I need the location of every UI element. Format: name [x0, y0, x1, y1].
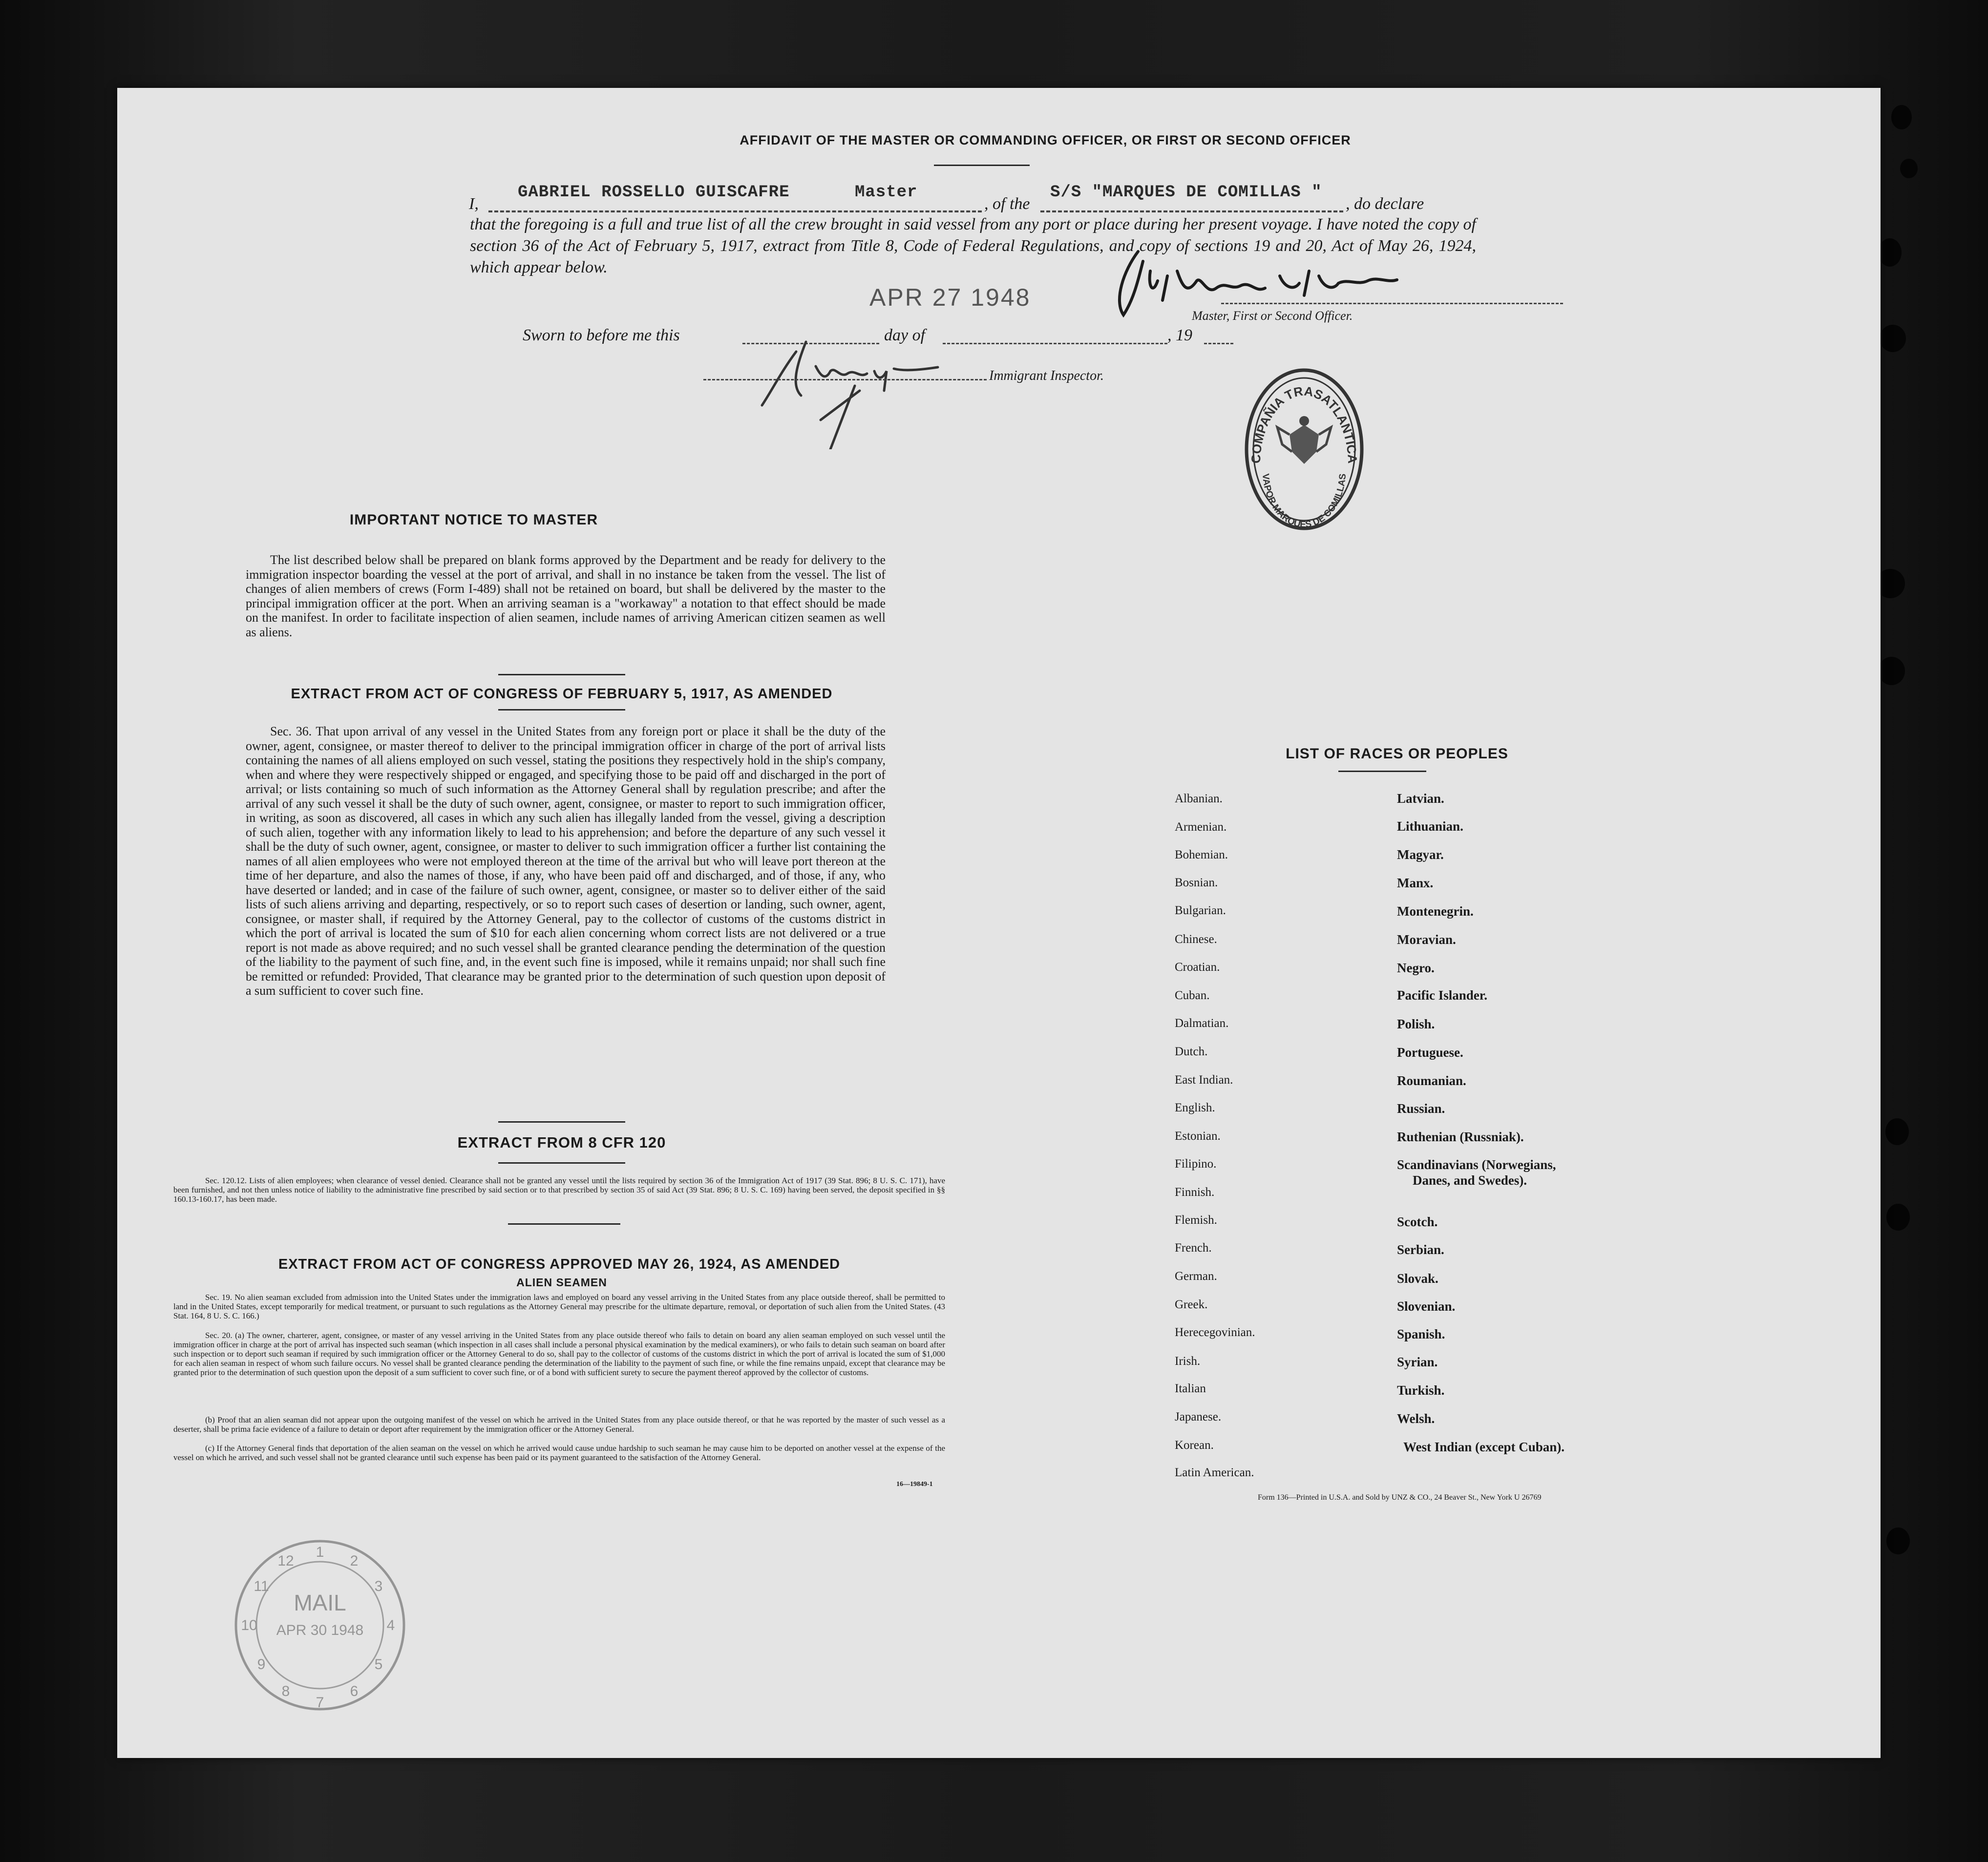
eagle-crest-icon: [1277, 416, 1331, 464]
race-item: Croatian.: [1175, 961, 1220, 974]
race-item: Bulgarian.: [1175, 904, 1226, 917]
title-divider: [934, 165, 1030, 166]
race-item: Manx.: [1397, 876, 1434, 890]
notice-text: The list described below shall be prepared on blank forms approved by the Department and be ready for delivery to the immigration inspector boarding the vessel at the port of arrival, and shall in no instance be taken from the vessel. The list of changes of alien members of crews (Form I-489) shall not be retained on board, but shall be delivered by the master to the principal immigration officer at the port. When an arriving seaman is a "workaway" a notation to that effect should be made on the manifest. In order to facilitate inspection of alien seamen, include names of arriving American citizen seamen as well as aliens.: [246, 553, 886, 639]
do-declare-text: , do declare: [1346, 195, 1424, 213]
race-item: Slovak.: [1397, 1271, 1438, 1286]
inspector-line: [703, 364, 1143, 389]
race-item: Welsh.: [1397, 1411, 1435, 1426]
race-item: Albanian.: [1175, 792, 1223, 805]
divider: [498, 709, 625, 711]
svg-text:1: 1: [316, 1544, 324, 1560]
race-item: Syrian.: [1397, 1355, 1438, 1369]
vessel-blank: [1040, 210, 1343, 212]
races-title: LIST OF RACES OR PEOPLES: [1286, 746, 1508, 762]
race-item: Greek.: [1175, 1298, 1208, 1311]
year-blank: [1204, 343, 1233, 344]
race-item: Turkish.: [1397, 1383, 1445, 1398]
race-item: East Indian.: [1175, 1073, 1233, 1087]
svg-text:9: 9: [257, 1656, 266, 1673]
extract-1917-title: EXTRACT FROM ACT OF CONGRESS OF FEBRUARY 5, 1917, AS AMENDED: [291, 686, 833, 702]
binder-hole: [1878, 238, 1902, 267]
race-item: Roumanian.: [1397, 1073, 1466, 1088]
svg-text:12: 12: [277, 1553, 294, 1569]
race-item: Dalmatian.: [1175, 1017, 1229, 1030]
sec-20b-text: (b) Proof that an alien seaman did not appear upon the outgoing manifest of the vessel on which he arrived in the United States from any place outside thereof, or that he was reported by the master of such vessel as a deserter, shall be prima facie evidence of a failure to detain or deport after requirement by the immigration officer or the Attorney General.: [173, 1415, 945, 1434]
divider: [1338, 771, 1426, 772]
race-item: German.: [1175, 1270, 1217, 1283]
race-item: Chinese.: [1175, 933, 1217, 946]
race-item: Danes, and Swedes).: [1413, 1173, 1527, 1188]
race-item: Irish.: [1175, 1355, 1201, 1368]
race-item: Lithuanian.: [1397, 819, 1463, 834]
race-item: Magyar.: [1397, 847, 1444, 862]
svg-text:8: 8: [281, 1683, 290, 1699]
year-prefix: , 19: [1167, 326, 1192, 344]
race-item: French.: [1175, 1241, 1212, 1255]
race-item: Finnish.: [1175, 1186, 1215, 1199]
inspector-blank: [703, 379, 987, 380]
race-item: Scandinavians (Norwegians,: [1397, 1157, 1556, 1172]
form-code: 16—19849-1: [896, 1481, 933, 1488]
name-blank: [488, 210, 982, 212]
mail-label: MAIL: [294, 1590, 346, 1615]
document-page: [117, 88, 1881, 1758]
cfr-120-title: EXTRACT FROM 8 CFR 120: [457, 1134, 666, 1151]
mail-postmark-stamp: [232, 1537, 408, 1713]
race-item: Slovenian.: [1397, 1299, 1456, 1314]
race-item: Bohemian.: [1175, 848, 1228, 861]
company-oval-stamp: [1243, 366, 1365, 532]
race-item: Estonian.: [1175, 1130, 1221, 1143]
divider: [498, 1162, 625, 1164]
divider: [508, 1223, 620, 1225]
race-item: Spanish.: [1397, 1327, 1445, 1341]
affidavit-title: AFFIDAVIT OF THE MASTER OR COMMANDING OFFICER, OR FIRST OR SECOND OFFICER: [740, 133, 1351, 147]
binder-hole: [1878, 657, 1905, 685]
race-item: Scotch.: [1397, 1214, 1438, 1229]
svg-text:4: 4: [386, 1617, 395, 1633]
race-item: Ruthenian (Russniak).: [1397, 1130, 1524, 1144]
race-item: West Indian (except Cuban).: [1403, 1440, 1565, 1454]
race-item: English.: [1175, 1101, 1215, 1114]
alien-seamen-subtitle: ALIEN SEAMEN: [516, 1276, 607, 1289]
race-item: Filipino.: [1175, 1157, 1217, 1171]
race-item: Armenian.: [1175, 820, 1227, 834]
i-prefix: I,: [469, 195, 479, 213]
race-item: Pacific Islander.: [1397, 988, 1487, 1003]
svg-text:10: 10: [241, 1617, 257, 1633]
race-item: Portuguese.: [1397, 1045, 1463, 1060]
mail-date: APR 30 1948: [276, 1622, 364, 1638]
master-name: GABRIEL ROSSELLO GUISCAFRE: [518, 183, 790, 202]
stamp-top-text: COMPAÑIA TRASATLANTICA: [1248, 383, 1360, 464]
signature-caption: Master, First or Second Officer.: [1192, 309, 1353, 323]
race-item: Moravian.: [1397, 932, 1456, 947]
binder-hole: [1886, 1527, 1910, 1554]
form-printer-note: Form 136—Printed in U.S.A. and Sold by UNZ & CO., 24 Beaver St., New York U 26769: [1258, 1493, 1542, 1502]
race-item: Bosnian.: [1175, 876, 1218, 889]
sec-19-text: Sec. 19. No alien seaman excluded from admission into the United States under the immigration laws and employed on board any vessel arriving in the United States from any place outside thereof, shall be permitted to land in the United States, except temporarily for medical treatment, or pursuant to such regulations as the Attorney General may prescribe for the ultimate departure, removal, or deportation of such alien from the United States. (43 Stat. 164, 8 U. S. C. 166.): [173, 1293, 945, 1320]
race-item: Italian: [1175, 1382, 1206, 1395]
divider: [498, 1121, 625, 1123]
sec-20c-text: (c) If the Attorney General finds that deportation of the alien seaman on the vessel on which he arrived would cause undue hardship to such seaman he may cause him to be deported on another vessel at the expense of the vessel on which he arrived, and such vessel shall not be granted clearance until such expense has been paid or its payment guaranteed to the satisfaction of the Attorney General.: [173, 1444, 945, 1462]
race-item: Polish.: [1397, 1017, 1435, 1031]
race-item: Montenegrin.: [1397, 904, 1474, 919]
svg-text:VAPOR MARQUES DE COMILLAS: [1260, 473, 1348, 530]
binder-hole: [1891, 105, 1912, 129]
date-stamp: APR 27 1948: [869, 284, 1031, 311]
race-item: Cuban.: [1175, 989, 1210, 1002]
master-title: Master: [855, 183, 918, 202]
binder-hole: [1900, 159, 1918, 178]
extract-1924-title: EXTRACT FROM ACT OF CONGRESS APPROVED MAY 26, 1924, AS AMENDED: [278, 1256, 841, 1272]
affidavit-body: that the foregoing is a full and true list of all the crew brought in said vessel from any port or place during her present voyage. I have noted the copy of section 36 of the Act of February 5, 1917, extract from Title 8, Code of Federal Regulations, and copy of sections 19 and 20, Act of May 26, 1924, which appear below.: [470, 215, 1476, 276]
signature-blank: [1221, 303, 1563, 304]
sec-20a-text: Sec. 20. (a) The owner, charterer, agent, consignee, or master of any vessel arriving in the United States from any place outside thereof who fails to detain on board any alien seaman employed on such vessel until the immigration officer in charge at the port of arrival has inspected such seaman (which inspection in all cases shall include a personal physical examination by the medical examiners), or who fails to detain such seaman on board after such inspection or to deport such seaman if required by such immigration officer or the Attorney General to do so, shall pay to the collector of customs of the customs district in which the port of arrival is located the sum of $1,000 for each alien seaman in respect of whom such failure occurs. No vessel shall be granted clearance pending the determination of the liability to the payment of such fine, or while the fine remains unpaid, except that clearance may be granted prior to the determination of such question upon the deposit of a sum sufficient to cover such fine, or of a bond with sufficient surety to secure the payment thereof approved by the collector of customs.: [173, 1331, 945, 1377]
extract-1917-text: Sec. 36. That upon arrival of any vessel in the United States from any foreign port or place it shall be the duty of the owner, agent, consignee, or master thereof to deliver to the principal immigration officer in charge of the port of arrival lists containing the names of all aliens employed on such vessel, stating the positions they respectively hold in the ship's company, when and where they were respectively shipped or engaged, and specifying those to be paid off and discharged in the port of arrival; or lists containing so much of such information as the Attorney General shall by regulation prescribe; and after the arrival of any such vessel it shall be the duty of such owner, agent, consignee, or master to report to such immigration officer, in writing, as soon as discovered, all cases in which any such alien has illegally landed from the vessel, giving a description of such alien, together with any information likely to lead to his apprehension; and before the departure of any such vessel it shall be the duty of such owner, agent, consignee, or master to deliver to such immigration officer a further list containing the names of all alien employees who were not employed thereon at the time of the arrival but who will leave port thereon at the time of her departure, and also the names of those, if any, who have been paid off and discharged, and of those, if any, who have deserted or landed; and in case of the failure of such owner, agent, consignee, or master so to deliver either of the said lists of such aliens arriving and departing, respectively, or so to report such cases of desertion or landing, such owner, agent, consignee, or master shall, if required by the Attorney General, pay to the collector of customs of the customs district in which the port of arrival is located the sum of $10 for each alien concerning whom correct lists are not delivered or a true report is not made as above required; and no such vessel shall be granted clearance pending the determination of the question of the liability to the payment of such fine, and, in the event such fine is imposed, while it remains unpaid; nor shall such fine be remitted or refunded: Provided, That clearance may be granted prior to the determination of such question upon deposit of a sum sufficient to cover such fine.: [246, 724, 886, 998]
binder-hole: [1885, 1118, 1909, 1145]
race-item: Serbian.: [1397, 1242, 1444, 1257]
race-item: Japanese.: [1175, 1410, 1222, 1423]
race-item: Korean.: [1175, 1439, 1214, 1452]
race-item: Latvian.: [1397, 791, 1444, 806]
svg-text:2: 2: [350, 1553, 359, 1569]
master-signature: [1104, 242, 1446, 320]
svg-text:11: 11: [254, 1578, 269, 1594]
binder-hole: [1880, 325, 1906, 352]
race-item: Flemish.: [1175, 1213, 1217, 1227]
race-item: Negro.: [1397, 961, 1435, 975]
of-the-text: , of the: [984, 195, 1030, 213]
svg-text:3: 3: [374, 1578, 383, 1594]
race-item: Latin American.: [1175, 1466, 1254, 1479]
vessel-name: S/S "MARQUES DE COMILLAS ": [1050, 183, 1322, 202]
race-item: Dutch.: [1175, 1045, 1208, 1058]
sworn-prefix: Sworn to before me this: [523, 326, 680, 344]
svg-text:5: 5: [374, 1656, 383, 1673]
svg-text:7: 7: [316, 1695, 324, 1711]
race-item: Russian.: [1397, 1101, 1445, 1116]
stamp-bottom-text: VAPOR MARQUES DE COMILLAS: [1260, 473, 1349, 530]
day-of-text: day of: [884, 326, 926, 344]
inspector-caption: Immigrant Inspector.: [989, 368, 1104, 383]
cfr-120-text: Sec. 120.12. Lists of alien employees; when clearance of vessel denied. Clearance shall not be granted any vessel until the lists required by section 36 of the Immigration Act of 1917 (39 Stat. 896; 8 U. S. C. 171), have been furnished, and not then unless notice of liability to the administrative fine prescribed by said section or to that prescribed by section 35 of said Act (39 Stat. 896; 8 U. S. C. 169) having been served, the deposit specified in §§ 160.13-160.17, has been made.: [173, 1176, 945, 1204]
race-item: Herecegovinian.: [1175, 1326, 1255, 1339]
notice-title: IMPORTANT NOTICE TO MASTER: [349, 512, 598, 528]
svg-text:6: 6: [350, 1683, 359, 1699]
binder-hole: [1886, 1204, 1910, 1231]
divider: [498, 674, 625, 675]
